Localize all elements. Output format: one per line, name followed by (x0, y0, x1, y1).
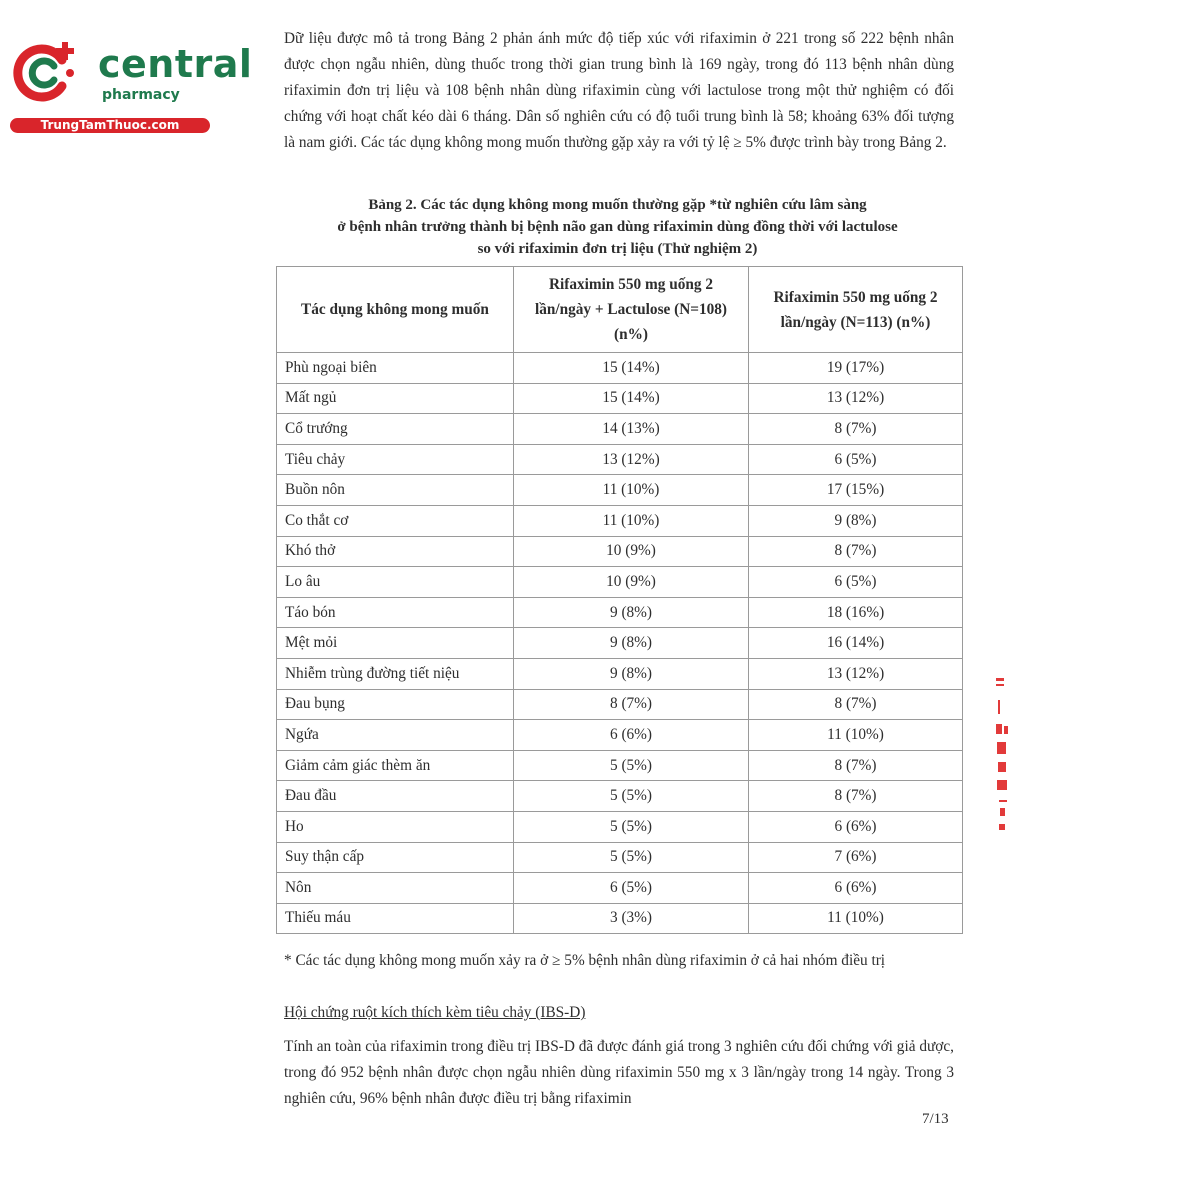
adverse-effects-table (276, 266, 963, 934)
brand-subtitle: pharmacy (102, 87, 180, 103)
table-row (277, 353, 963, 384)
effect-cell: Thiếu máu (277, 903, 514, 934)
table-row (277, 750, 963, 781)
mono-value-cell: 8 (7%) (749, 750, 963, 781)
effect-cell: Ho (277, 811, 514, 842)
effect-cell: Ngứa (277, 720, 514, 751)
mono-value-cell: 8 (7%) (749, 689, 963, 720)
table-row (277, 781, 963, 812)
effect-cell: Phù ngoại biên (277, 353, 514, 384)
table-row (277, 505, 963, 536)
mono-value-cell: 11 (10%) (749, 720, 963, 751)
mono-value-cell: 11 (10%) (749, 903, 963, 934)
combo-value-cell: 5 (5%) (514, 750, 749, 781)
mono-value-cell: 16 (14%) (749, 628, 963, 659)
effect-cell: Đau bụng (277, 689, 514, 720)
table-row (277, 444, 963, 475)
combo-value-cell: 8 (7%) (514, 689, 749, 720)
mono-value-cell: 8 (7%) (749, 781, 963, 812)
mono-value-cell: 17 (15%) (749, 475, 963, 506)
caption-line-3: so với rifaximin đơn trị liệu (Thử nghiệm 2) (477, 241, 758, 257)
effect-cell: Mệt mỏi (277, 628, 514, 659)
combo-value-cell: 5 (5%) (514, 811, 749, 842)
effect-cell: Co thắt cơ (277, 505, 514, 536)
combo-value-cell: 11 (10%) (514, 505, 749, 536)
combo-value-cell: 15 (14%) (514, 353, 749, 384)
brand-site-banner: TrungTamThuoc.com (10, 118, 210, 133)
table-header-row (277, 267, 963, 353)
combo-value-cell: 3 (3%) (514, 903, 749, 934)
ibs-d-paragraph: Tính an toàn của rifaximin trong điều trị IBS-D đã được đánh giá trong 3 nghiên cứu đối chứng với giả dược, trong đó 952 bệnh nhân được chọn ngẫu nhiên dùng rifaximin 550 mg x 3 lần/ngày trong 14 ngày. Trong 3 nghiên cứu, 96% bệnh nhân được điều trị bằng rifaximin (284, 1038, 954, 1107)
red-stamp-edge-icon (994, 672, 1014, 842)
effect-cell: Khó thở (277, 536, 514, 567)
mono-value-cell: 19 (17%) (749, 353, 963, 384)
pharmacy-logo-icon (10, 38, 80, 108)
mono-value-cell: 7 (6%) (749, 842, 963, 873)
combo-value-cell: 5 (5%) (514, 842, 749, 873)
effect-cell: Giảm cảm giác thèm ăn (277, 750, 514, 781)
table-row (277, 720, 963, 751)
combo-value-cell: 11 (10%) (514, 475, 749, 506)
effect-cell: Tiêu chảy (277, 444, 514, 475)
table-row (277, 383, 963, 414)
table-row (277, 536, 963, 567)
table-row (277, 597, 963, 628)
table-footnote: * Các tác dụng không mong muốn xảy ra ở ≥ 5% bệnh nhân dùng rifaximin ở cả hai nhóm điều trị (284, 952, 886, 969)
combo-value-cell: 14 (13%) (514, 414, 749, 445)
effect-cell: Đau đầu (277, 781, 514, 812)
table-row (277, 903, 963, 934)
table-row (277, 689, 963, 720)
table-row (277, 811, 963, 842)
effect-cell: Táo bón (277, 597, 514, 628)
effect-cell: Nôn (277, 873, 514, 904)
combo-value-cell: 15 (14%) (514, 383, 749, 414)
effect-cell: Nhiễm trùng đường tiết niệu (277, 658, 514, 689)
combo-value-cell: 10 (9%) (514, 567, 749, 598)
mono-value-cell: 6 (6%) (749, 811, 963, 842)
effect-cell: Cổ trướng (277, 414, 514, 445)
central-pharmacy-logo[interactable] (10, 38, 253, 138)
mono-value-cell: 6 (5%) (749, 567, 963, 598)
table-row (277, 567, 963, 598)
effect-cell: Buồn nôn (277, 475, 514, 506)
mono-value-cell: 18 (16%) (749, 597, 963, 628)
mono-value-cell: 6 (5%) (749, 444, 963, 475)
table-row (277, 873, 963, 904)
combo-value-cell: 5 (5%) (514, 781, 749, 812)
section-heading-ibs-d: Hội chứng ruột kích thích kèm tiêu chảy (IBS-D) (284, 1004, 586, 1021)
table-row (277, 475, 963, 506)
caption-line-2: ở bệnh nhân trưởng thành bị bệnh não gan dùng rifaximin dùng đồng thời với lactulose (337, 219, 898, 235)
table-caption (270, 194, 965, 260)
mono-value-cell: 6 (6%) (749, 873, 963, 904)
effect-cell: Lo âu (277, 567, 514, 598)
page-number: 7/13 (922, 1111, 949, 1127)
mono-value-cell: 8 (7%) (749, 414, 963, 445)
mono-value-cell: 8 (7%) (749, 536, 963, 567)
intro-paragraph: Dữ liệu được mô tả trong Bảng 2 phản ánh mức độ tiếp xúc với rifaximin ở 221 trong số 222 bệnh nhân được chọn ngẫu nhiên, dùng thuốc trong thời gian trung bình là 169 ngày, trong đó 113 bệnh nhân dùng rifaximin đơn trị liệu và 108 bệnh nhân dùng rifaximin cùng với lactulose trong một thử nghiệm có đối chứng với hoạt chất kéo dài 6 tháng. Dân số nghiên cứu có độ tuổi trung bình là 58; khoảng 63% đối tượng là nam giới. Các tác dụng không mong muốn thường gặp xảy ra với tỷ lệ ≥ 5% được trình bày trong Bảng 2. (284, 30, 954, 151)
table-body (277, 353, 963, 934)
combo-value-cell: 9 (8%) (514, 628, 749, 659)
table-row (277, 842, 963, 873)
combo-value-cell: 6 (5%) (514, 873, 749, 904)
mono-value-cell: 9 (8%) (749, 505, 963, 536)
column-header-effect: Tác dụng không mong muốn (277, 267, 514, 353)
combo-value-cell: 10 (9%) (514, 536, 749, 567)
table-row (277, 414, 963, 445)
effect-cell: Suy thận cấp (277, 842, 514, 873)
combo-value-cell: 13 (12%) (514, 444, 749, 475)
combo-value-cell: 9 (8%) (514, 658, 749, 689)
effect-cell: Mất ngủ (277, 383, 514, 414)
column-header-mono: Rifaximin 550 mg uống 2 lần/ngày (N=113) (n%) (749, 267, 963, 353)
mono-value-cell: 13 (12%) (749, 658, 963, 689)
combo-value-cell: 6 (6%) (514, 720, 749, 751)
mono-value-cell: 13 (12%) (749, 383, 963, 414)
table-row (277, 628, 963, 659)
column-header-combo: Rifaximin 550 mg uống 2 lần/ngày + Lactulose (N=108) (n%) (514, 267, 749, 353)
caption-line-1: Bảng 2. Các tác dụng không mong muốn thường gặp *từ nghiên cứu lâm sàng (368, 197, 867, 213)
brand-name: central (98, 42, 253, 86)
combo-value-cell: 9 (8%) (514, 597, 749, 628)
table-row (277, 658, 963, 689)
